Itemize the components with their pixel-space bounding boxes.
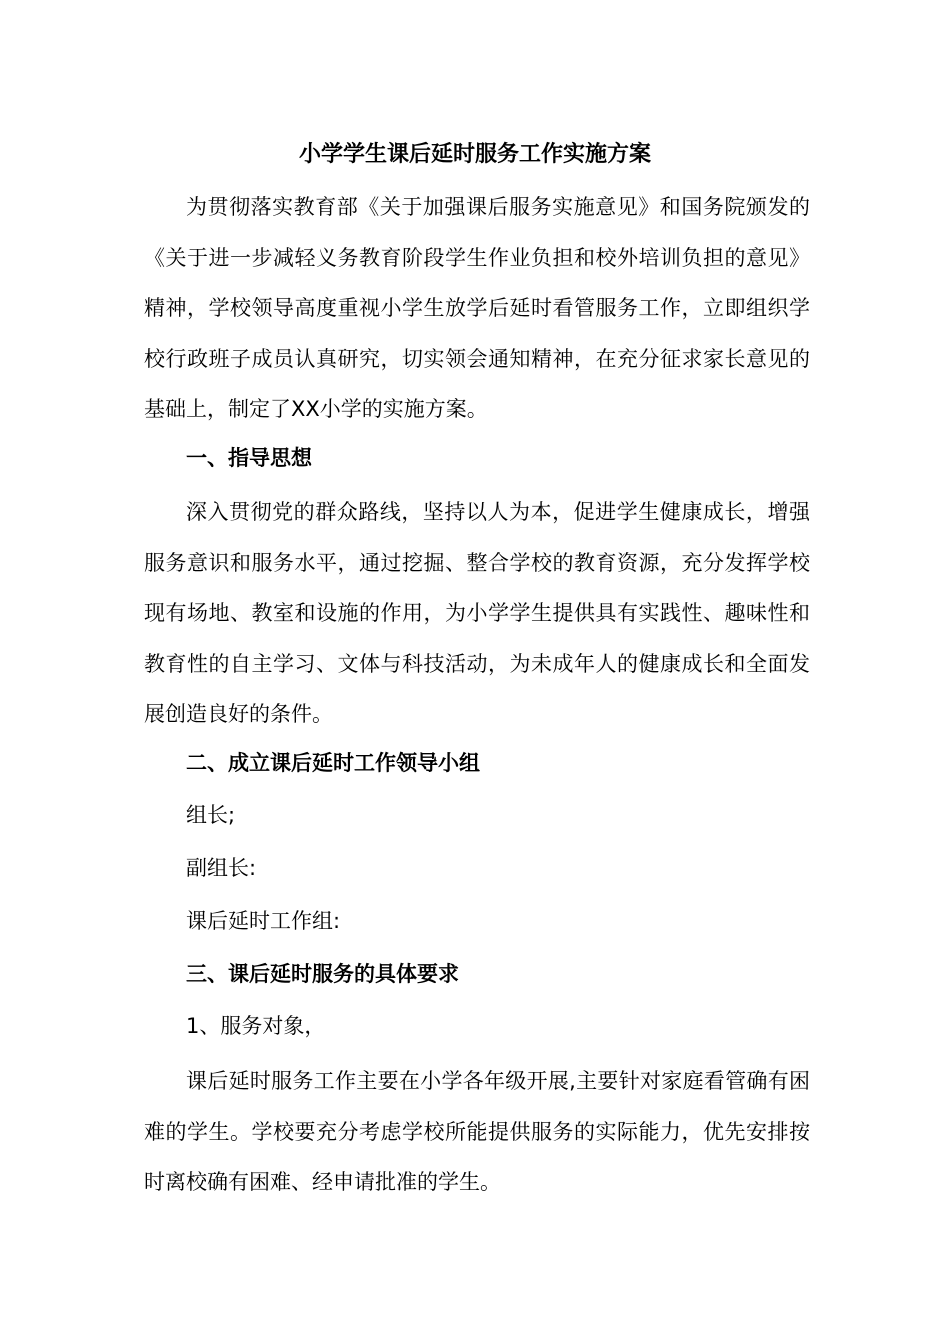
service-target-item: 1、服务对象， — [186, 1014, 326, 1038]
section-3-heading: 三、课后延时服务的具体要求 — [186, 962, 459, 986]
deputy-leader-line: 副组长: — [186, 856, 257, 880]
group-leader-line: 组长; — [186, 803, 236, 827]
section-1-paragraph: 深入贯彻党的群众路线，坚持以人为本，促进学生健康成长，增强服务意识和服务水平，通过挖掘、整合学校的教育资源，充分发挥学校现有场地、教室和设施的作用，为小学学生提供具有实践性、趣味性和教育性的自主学习、文体与科技活动，为未成年人的健康成长和全面发展创造良好的条件。 — [144, 500, 810, 727]
section-2-heading: 二、成立课后延时工作领导小组 — [186, 751, 480, 775]
intro-paragraph: 为贯彻落实教育部《关于加强课后服务实施意见》和国务院颁发的《关于进一步减轻义务教育阶段学生作业负担和校外培训负担的意见》精神，学校领导高度重视小学生放学后延时看管服务工作，立即组织学校行政班子成员认真研究，切实领会通知精神，在充分征求家长意见的基础上，制定了XX小学的实施方案。 — [144, 195, 810, 422]
section-1-heading: 一、指导思想 — [186, 446, 312, 470]
service-target-paragraph: 课后延时服务工作主要在小学各年级开展,主要针对家庭看管确有困难的学生。学校要充分考虑学校所能提供服务的实际能力，优先安排按时离校确有困难、经申请批准的学生。 — [144, 1069, 810, 1195]
document-title: 小学学生课后延时服务工作实施方案 — [298, 142, 651, 167]
work-group-line: 课后延时工作组: — [186, 909, 341, 933]
